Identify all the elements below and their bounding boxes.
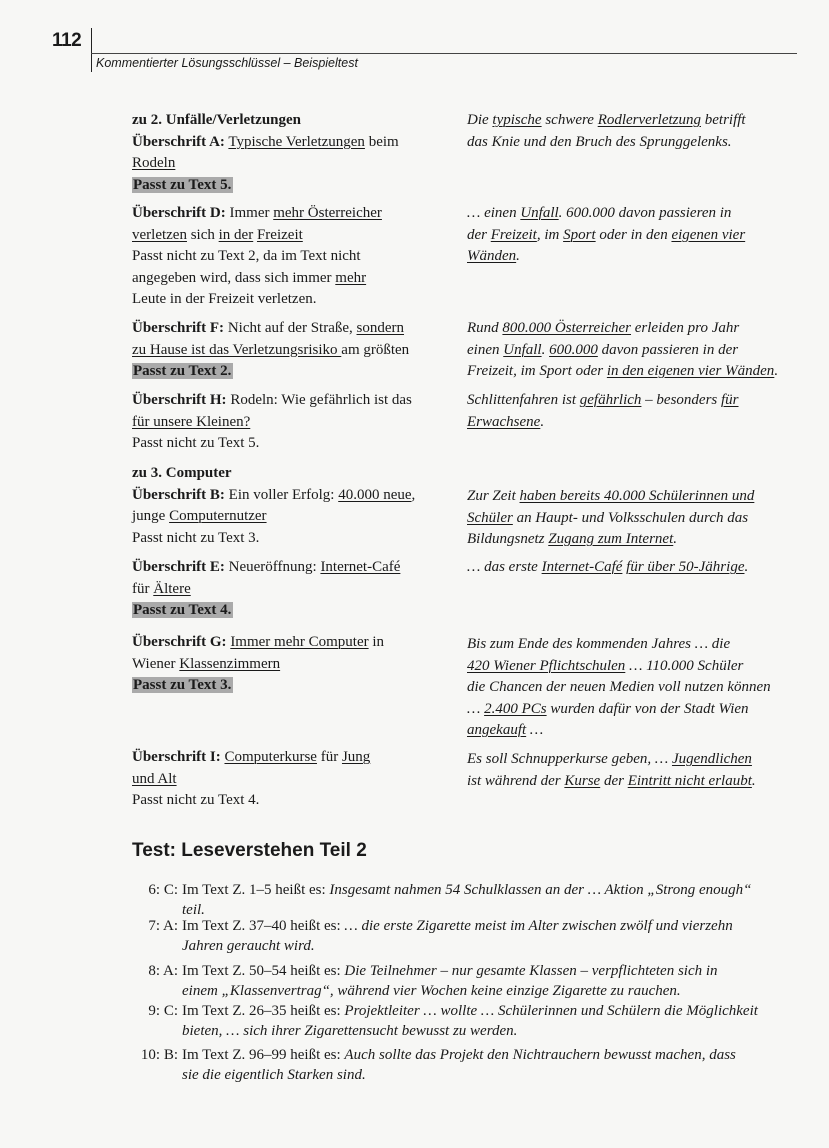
quote-i-underline-2: Kurse (564, 772, 601, 789)
quote-block-d (467, 203, 797, 268)
heading-d-underline-5: mehr (335, 269, 367, 286)
heading-d-underline-2: verletzen (132, 226, 187, 243)
quote-i-text-3: der (600, 772, 628, 789)
quote-f-text-2: erleiden pro Jahr (631, 320, 740, 336)
quote-b-text-3: Bildungsnetz (467, 531, 549, 547)
quote-e-text-1: … das erste (467, 559, 542, 575)
heading-f-text-1: Nicht auf der Straße, (224, 320, 357, 336)
heading-d-underline-1: mehr Österreicher (273, 205, 382, 221)
answer-number: 8: A: (148, 963, 178, 979)
result-h: Passt nicht zu Text 5. (132, 435, 260, 451)
quote-d-underline-3: Sport (563, 226, 596, 243)
quote-b-text-2: an Haupt- und Volksschulen durch das (512, 509, 749, 526)
quote-d-text-4: , im (536, 226, 564, 243)
answer-text: Im Text Z. 50–54 heißt es: (182, 963, 345, 979)
quote-d-underline-5: Wänden (467, 248, 517, 264)
answer-number: 6: C: (148, 882, 178, 898)
quote-b-text-1: Zur Zeit (467, 488, 520, 504)
quote-f-underline-4: in den eigenen vier Wänden (606, 363, 775, 379)
heading-a-underline-2: Rodeln (132, 155, 176, 171)
answer-item (132, 1045, 802, 1089)
answer-quote: Projektleiter … wollte … Schülerinnen und Schülern die Möglichkeit (344, 1003, 758, 1019)
heading-b-text-2: , (411, 486, 416, 503)
section-title-2: zu 2. Unfälle/Verletzungen (132, 112, 302, 128)
answer-text: Im Text Z. 37–40 heißt es: (182, 918, 345, 934)
quote-h-text-3: . (540, 413, 545, 430)
answer-number: 7: A: (148, 918, 178, 934)
test-section-title: Test: Leseverstehen Teil 2 (132, 840, 367, 861)
heading-block-h (132, 390, 457, 455)
result-g: Passt zu Text 3. (133, 677, 232, 693)
answer-quote: Insgesamt nahmen 54 Schulklassen an der … Aktion „Strong enough“ (329, 882, 752, 898)
quote-g-line-1: Bis zum Ende des kommenden Jahres … die (467, 636, 731, 652)
quote-a-line-2: das Knie und den Bruch des Sprunggelenks. (467, 133, 732, 150)
quote-g-line-3: die Chancen der neuen Medien voll nutzen können (467, 679, 771, 695)
heading-label-h: Überschrift H: (132, 392, 227, 408)
quote-block-i (467, 749, 797, 792)
heading-label-a: Überschrift A: (132, 133, 225, 150)
quote-h-underline-3: Erwachsene (467, 413, 541, 430)
quote-i-text-1: Es soll Schnupperkurse geben, … (467, 751, 672, 767)
quote-g-text-3: wurden dafür von der Stadt Wien (546, 700, 749, 717)
heading-a-underline-1: Typische Verletzungen (228, 133, 365, 150)
heading-label-g: Überschrift G: (132, 634, 227, 650)
result-f: Passt zu Text 2. (133, 363, 232, 379)
heading-d-underline-3: in der (218, 226, 254, 243)
quote-g-underline-2: 2.400 PCs (484, 700, 547, 717)
heading-e-underline-2: Ältere (153, 580, 191, 597)
answer-text: Im Text Z. 1–5 heißt es: (182, 882, 330, 898)
heading-b-text-1: Ein voller Erfolg: (224, 486, 339, 503)
quote-f-underline-2: Unfall (503, 341, 542, 358)
answer-quote-continued: Jahren geraucht wird. (182, 938, 315, 954)
heading-d-line-3: Passt nicht zu Text 2, da im Text nicht (132, 248, 361, 264)
quote-b-underline-1: haben bereits 40.000 Schülerinnen und (519, 488, 755, 504)
quote-block-f (467, 318, 797, 383)
answer-item (132, 916, 802, 960)
heading-g-text-3: Wiener (132, 655, 180, 672)
heading-f-underline-2: zu Hause ist das Verletzungsrisiko (132, 341, 342, 358)
heading-g-underline-1: Immer mehr Computer (230, 634, 369, 650)
heading-i-underline-2: Jung (341, 749, 371, 765)
heading-g-text-2: in (368, 634, 385, 650)
heading-e-text-2: für (132, 580, 154, 597)
heading-f-underline-1: sondern (356, 320, 405, 336)
quote-b-underline-2: Schüler (467, 509, 513, 526)
quote-a-text-3: betrifft (701, 112, 746, 128)
quote-g-underline-1: 420 Wiener Pflichtschulen (467, 657, 626, 674)
quote-d-underline-2: Freizeit (490, 226, 537, 243)
quote-i-text-2: ist während der (467, 772, 565, 789)
result-a: Passt zu Text 5. (133, 176, 232, 193)
quote-h-underline-1: gefährlich (579, 392, 642, 408)
answer-number: 10: B: (140, 1047, 178, 1063)
quote-block-a (467, 110, 797, 153)
quote-f-text-4: . (541, 341, 550, 358)
heading-label-i: Überschrift I: (132, 749, 221, 765)
quote-d-text-5: oder in den (595, 226, 672, 243)
quote-e-underline-2: für über 50-Jährige (626, 559, 745, 575)
result-b: Passt nicht zu Text 3. (132, 529, 260, 546)
answer-item (132, 961, 802, 1005)
answer-quote-continued: bieten, … sich ihrer Zigarettensucht bewusst zu werden. (182, 1023, 518, 1039)
quote-g-text-2: … (467, 700, 485, 717)
quote-g-text-4: … (526, 722, 544, 738)
quote-a-underline-2: Rodlerverletzung (597, 112, 701, 128)
quote-i-underline-1: Jugendlichen (671, 751, 752, 767)
heading-d-text-1: Immer (225, 205, 274, 221)
quote-f-underline-3: 600.000 (549, 341, 598, 358)
answer-quote: … die erste Zigarette meist im Alter zwischen zwölf und vierzehn (344, 918, 733, 934)
page-number: 112 (52, 30, 82, 51)
quote-a-text-2: schwere (541, 112, 598, 128)
heading-e-text-1: Neueröffnung: (224, 559, 321, 575)
heading-i-underline-1: Computerkurse (224, 749, 317, 765)
answer-text: Im Text Z. 96–99 heißt es: (182, 1047, 345, 1063)
heading-block-f (132, 318, 457, 383)
quote-e-underline-1: Internet-Café (541, 559, 623, 575)
quote-i-text-4: . (751, 772, 756, 789)
quote-f-text-5: davon passieren in der (597, 341, 739, 358)
answer-number: 9: C: (148, 1003, 178, 1019)
quote-d-text-6: . (516, 248, 520, 264)
heading-i-text-2: für (316, 749, 342, 765)
heading-label-b: Überschrift B: (132, 486, 225, 503)
result-e: Passt zu Text 4. (133, 602, 232, 618)
quote-h-underline-2: für (721, 392, 739, 408)
heading-block-a (132, 110, 457, 196)
heading-block-e (132, 557, 457, 622)
quote-d-text-1: … einen (467, 205, 521, 221)
heading-d-line-5: Leute in der Freizeit verletzen. (132, 291, 317, 307)
heading-a-text: beim (364, 133, 399, 150)
quote-g-underline-3: angekauft (467, 722, 527, 738)
heading-b-underline-2: Computernutzer (169, 508, 267, 524)
heading-h-text-1: Rodeln: Wie gefährlich ist das (226, 392, 412, 408)
quote-block-e (467, 557, 797, 579)
heading-i-underline-3: und Alt (132, 770, 177, 787)
heading-b-text-3: junge (132, 508, 170, 524)
result-i: Passt nicht zu Text 4. (132, 792, 260, 808)
quote-f-underline-1: 800.000 Österreicher (502, 320, 632, 336)
quote-block-b (467, 486, 797, 551)
answer-item (132, 1001, 802, 1045)
quote-d-text-3: der (467, 226, 491, 243)
quote-a-underline-1: typische (492, 112, 542, 128)
section-title-3: zu 3. Computer (132, 465, 232, 481)
quote-e-text-3: . (744, 559, 749, 575)
answer-quote-continued: einem „Klassenvertrag“, während vier Wochen keine einzige Zigarette zu rauchen. (182, 983, 681, 999)
answer-quote-continued: sie die eigentlich Starken sind. (182, 1067, 366, 1083)
answer-quote-continued: teil. (182, 902, 205, 918)
heading-block-g (132, 632, 457, 697)
heading-d-text-2: sich (186, 226, 219, 243)
heading-h-underline-1: für unsere Kleinen? (132, 413, 251, 430)
header-vertical-rule (91, 28, 92, 72)
quote-b-underline-3: Zugang zum Internet (548, 531, 674, 547)
heading-e-underline-1: Internet-Café (320, 559, 401, 575)
heading-label-e: Überschrift E: (132, 559, 225, 575)
quote-d-underline-1: Unfall (520, 205, 559, 221)
heading-block-d (132, 203, 457, 311)
heading-d-underline-4: Freizeit (256, 226, 303, 243)
answer-quote: Auch sollte das Projekt den Nichtrauchern bewusst machen, dass (344, 1047, 736, 1063)
heading-d-line-4: angegeben wird, dass sich immer (132, 269, 336, 286)
heading-block-i (132, 747, 457, 812)
answer-quote: Die Teilnehmer – nur gesamte Klassen – verpflichteten sich in (344, 963, 718, 979)
quote-f-text-7: . (774, 363, 779, 379)
quote-block-h (467, 390, 797, 433)
heading-b-underline-1: 40.000 neue (338, 486, 412, 503)
heading-f-text-2: am größten (341, 341, 410, 358)
quote-f-text-3: einen (467, 341, 504, 358)
quote-h-text-2: – besonders (641, 392, 721, 408)
heading-label-f: Überschrift F: (132, 320, 225, 336)
answer-text: Im Text Z. 26–35 heißt es: (182, 1003, 345, 1019)
heading-g-underline-2: Klassenzimmern (179, 655, 281, 672)
running-head: Kommentierter Lösungsschlüssel – Beispieltest (96, 56, 358, 70)
quote-d-text-2: . 600.000 davon passieren in (558, 205, 732, 221)
heading-label-d: Überschrift D: (132, 205, 226, 221)
quote-d-underline-4: eigenen vier (671, 226, 746, 243)
quote-f-text-1: Rund (467, 320, 503, 336)
quote-h-text-1: Schlittenfahren ist (467, 392, 580, 408)
quote-b-text-4: . (673, 531, 677, 547)
heading-block-b (132, 463, 457, 549)
quote-i-underline-3: Eintritt nicht erlaubt (627, 772, 752, 789)
quote-a-text-1: Die (467, 112, 493, 128)
header-rule (91, 53, 797, 54)
quote-block-g (467, 634, 797, 742)
quote-g-text-1: … 110.000 Schüler (625, 657, 744, 674)
quote-f-text-6: Freizeit, im Sport oder (467, 363, 607, 379)
